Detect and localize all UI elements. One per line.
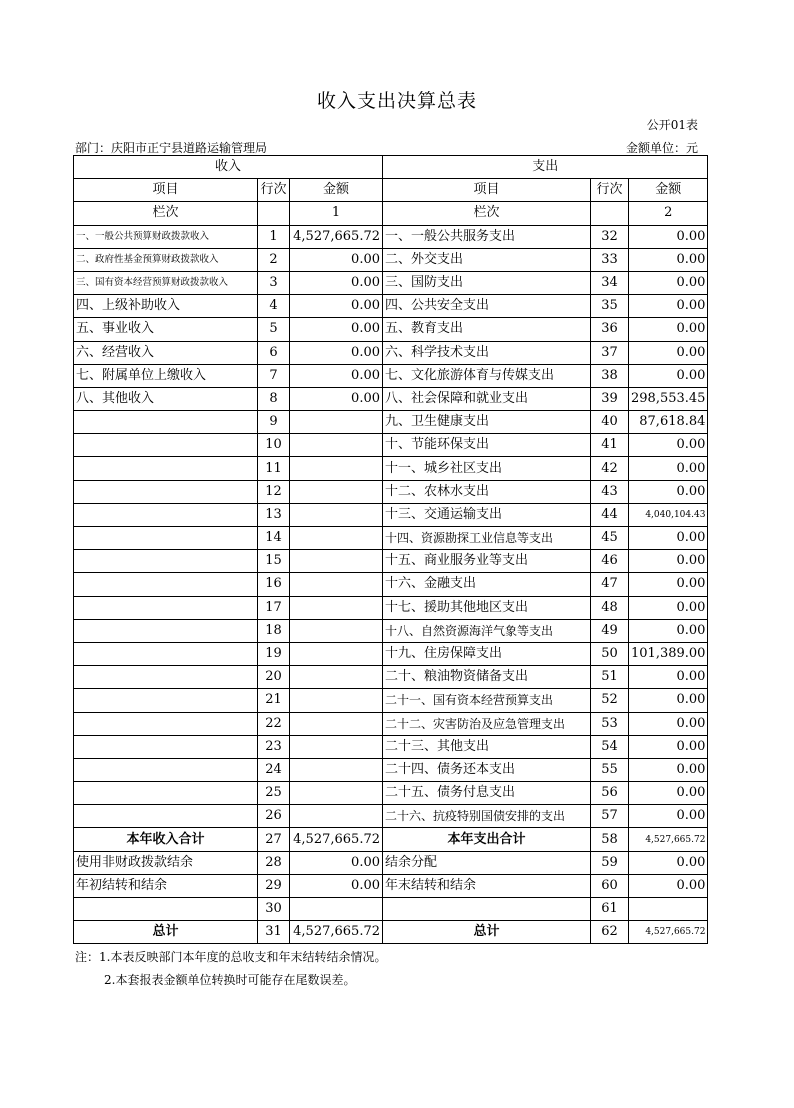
income-item-cell: [74, 573, 258, 596]
income-item-cell: 本年收入合计: [74, 828, 258, 851]
income-amount-cell: 0.00: [290, 295, 383, 318]
expense-amount-cell: 0.00: [629, 874, 708, 897]
table-row: [74, 527, 708, 550]
expense-line-cell: 41: [591, 434, 629, 457]
table-row: [74, 735, 708, 758]
income-line-cell: 8: [258, 387, 290, 410]
table-row: [74, 874, 708, 897]
expense-line-cell: 61: [591, 898, 629, 921]
income-amount-cell: [290, 573, 383, 596]
expense-item-cell: 二十三、其他支出: [383, 735, 591, 758]
expense-amount-cell: 0.00: [629, 735, 708, 758]
expense-line-header: 行次: [591, 179, 629, 202]
income-line-cell: 18: [258, 619, 290, 642]
table-row: [74, 387, 708, 410]
expense-line-cell: 56: [591, 782, 629, 805]
section-header-row: [74, 156, 708, 179]
expense-amount-cell: 87,618.84: [629, 411, 708, 434]
expense-line-cell: 52: [591, 689, 629, 712]
income-item-cell: [74, 689, 258, 712]
income-amount-cell: [290, 758, 383, 781]
expense-line-cell: 57: [591, 805, 629, 828]
expense-item-cell: 年末结转和结余: [383, 874, 591, 897]
expense-item-cell: 三、国防支出: [383, 271, 591, 294]
expense-item-cell: 总计: [383, 921, 591, 944]
income-amount-cell: [290, 434, 383, 457]
expense-item-cell: 九、卫生健康支出: [383, 411, 591, 434]
income-amount-cell: [290, 805, 383, 828]
income-amount-cell: [290, 596, 383, 619]
expense-item-cell: 十四、资源勘探工业信息等支出: [383, 527, 591, 550]
expense-item-cell: 二十五、债务付息支出: [383, 782, 591, 805]
income-item-cell: [74, 411, 258, 434]
expense-amount-cell: 0.00: [629, 457, 708, 480]
income-amount-cell: 4,527,665.72: [290, 225, 383, 248]
footnote-2: 2.本套报表金额单位转换时可能存在尾数误差。: [104, 973, 356, 987]
income-item-cell: 总计: [74, 921, 258, 944]
income-section-header: 收入: [74, 156, 383, 179]
unit-label: 金额单位：元: [625, 141, 698, 155]
income-line-cell: 28: [258, 851, 290, 874]
expense-amount-cell: 0.00: [629, 805, 708, 828]
income-item-cell: [74, 619, 258, 642]
table-row: [74, 341, 708, 364]
expense-item-cell: 二十一、国有资本经营预算支出: [383, 689, 591, 712]
income-line-cell: 1: [258, 225, 290, 248]
expense-line-cell: 54: [591, 735, 629, 758]
table-row: [74, 550, 708, 573]
expense-line-cell: 40: [591, 411, 629, 434]
income-amount-header: 金额: [290, 179, 383, 202]
income-item-cell: 三、国有资本经营预算财政拨款收入: [74, 271, 258, 294]
expense-amount-cell: 0.00: [629, 596, 708, 619]
table-row: [74, 851, 708, 874]
income-item-cell: 八、其他收入: [74, 387, 258, 410]
column-header-row: [74, 179, 708, 202]
income-line-cell: 4: [258, 295, 290, 318]
expense-line-cell: 32: [591, 225, 629, 248]
income-amount-cell: [290, 642, 383, 665]
income-line-cell: 25: [258, 782, 290, 805]
income-amount-cell: [290, 527, 383, 550]
table-row: [74, 758, 708, 781]
expense-amount-cell: 0.00: [629, 782, 708, 805]
expense-line-cell: 38: [591, 364, 629, 387]
income-line-cell: 14: [258, 527, 290, 550]
expense-amount-cell: 0.00: [629, 318, 708, 341]
table-row: [74, 225, 708, 248]
income-item-cell: 一、一般公共预算财政拨款收入: [74, 225, 258, 248]
expense-amount-cell: 0.00: [629, 480, 708, 503]
expense-line-cell: 49: [591, 619, 629, 642]
expense-line-cell: 33: [591, 248, 629, 271]
expense-amount-cell: 0.00: [629, 295, 708, 318]
income-item-cell: 七、附属单位上缴收入: [74, 364, 258, 387]
expense-line-cell: 43: [591, 480, 629, 503]
expense-amount-cell: 0.00: [629, 619, 708, 642]
table-row: [74, 295, 708, 318]
table-row: [74, 573, 708, 596]
expense-line-cell: 34: [591, 271, 629, 294]
table-row: [74, 921, 708, 944]
expense-item-cell: 十二、农林水支出: [383, 480, 591, 503]
table-row: [74, 411, 708, 434]
expense-item-cell: 本年支出合计: [383, 828, 591, 851]
income-amount-cell: 0.00: [290, 387, 383, 410]
expense-line-cell: 42: [591, 457, 629, 480]
income-line-cell: 31: [258, 921, 290, 944]
expense-item-cell: 二十四、债务还本支出: [383, 758, 591, 781]
expense-index-number: 2: [629, 202, 708, 225]
income-amount-cell: [290, 480, 383, 503]
expense-amount-cell: 0.00: [629, 758, 708, 781]
income-amount-cell: [290, 689, 383, 712]
income-amount-cell: [290, 898, 383, 921]
expense-amount-cell: 0.00: [629, 527, 708, 550]
income-line-cell: 3: [258, 271, 290, 294]
expense-item-cell: 十、节能环保支出: [383, 434, 591, 457]
income-amount-cell: [290, 503, 383, 526]
expense-item-cell: 十一、城乡社区支出: [383, 457, 591, 480]
income-line-cell: 26: [258, 805, 290, 828]
income-amount-cell: [290, 735, 383, 758]
income-item-cell: [74, 596, 258, 619]
table-row: [74, 666, 708, 689]
expense-amount-cell: 0.00: [629, 225, 708, 248]
department-label: 部门：庆阳市正宁县道路运输管理局: [75, 141, 268, 155]
expense-amount-cell: 0.00: [629, 434, 708, 457]
income-item-cell: 年初结转和结余: [74, 874, 258, 897]
income-line-cell: 7: [258, 364, 290, 387]
table-row: [74, 457, 708, 480]
table-row: [74, 364, 708, 387]
expense-item-cell: 八、社会保障和就业支出: [383, 387, 591, 410]
income-item-cell: [74, 434, 258, 457]
expense-amount-cell: 101,389.00: [629, 642, 708, 665]
table-row: [74, 271, 708, 294]
expense-line-cell: 37: [591, 341, 629, 364]
table-row: [74, 318, 708, 341]
expense-item-cell: 结余分配: [383, 851, 591, 874]
income-item-cell: [74, 480, 258, 503]
table-row: [74, 782, 708, 805]
expense-item-cell: 十五、商业服务业等支出: [383, 550, 591, 573]
income-line-cell: 17: [258, 596, 290, 619]
income-amount-cell: 0.00: [290, 341, 383, 364]
income-index-number: 1: [290, 202, 383, 225]
income-amount-cell: [290, 457, 383, 480]
expense-line-cell: 35: [591, 295, 629, 318]
page-title: 收入支出决算总表: [316, 90, 477, 112]
income-amount-cell: [290, 782, 383, 805]
expense-item-cell: 十三、交通运输支出: [383, 503, 591, 526]
income-line-cell: 12: [258, 480, 290, 503]
income-amount-cell: 0.00: [290, 364, 383, 387]
expense-line-cell: 48: [591, 596, 629, 619]
income-line-cell: 10: [258, 434, 290, 457]
table-row: [74, 898, 708, 921]
income-line-cell: 21: [258, 689, 290, 712]
expense-line-cell: 60: [591, 874, 629, 897]
table-row: [74, 828, 708, 851]
expense-item-cell: 一、一般公共服务支出: [383, 225, 591, 248]
income-line-cell: 30: [258, 898, 290, 921]
expense-amount-cell: 0.00: [629, 851, 708, 874]
expense-line-cell: 36: [591, 318, 629, 341]
expense-item-cell: 二十六、抗疫特别国债安排的支出: [383, 805, 591, 828]
income-amount-cell: 0.00: [290, 271, 383, 294]
expense-amount-header: 金额: [629, 179, 708, 202]
income-line-cell: 20: [258, 666, 290, 689]
income-item-cell: 二、政府性基金预算财政拨款收入: [74, 248, 258, 271]
expense-line-cell: 47: [591, 573, 629, 596]
income-item-header: 项目: [74, 179, 258, 202]
expense-line-cell: 46: [591, 550, 629, 573]
expense-item-cell: 四、公共安全支出: [383, 295, 591, 318]
income-item-cell: [74, 550, 258, 573]
table-row: [74, 596, 708, 619]
income-amount-cell: 0.00: [290, 874, 383, 897]
expense-amount-cell: 4,040,104.43: [629, 503, 708, 526]
income-item-cell: 使用非财政拨款结余: [74, 851, 258, 874]
income-item-cell: [74, 503, 258, 526]
income-item-cell: 四、上级补助收入: [74, 295, 258, 318]
expense-amount-cell: 0.00: [629, 573, 708, 596]
expense-item-cell: 十八、自然资源海洋气象等支出: [383, 619, 591, 642]
income-item-cell: 五、事业收入: [74, 318, 258, 341]
income-line-cell: 9: [258, 411, 290, 434]
expense-line-cell: 50: [591, 642, 629, 665]
income-line-cell: 5: [258, 318, 290, 341]
income-index-blank: [258, 202, 290, 225]
expense-amount-cell: 298,553.45: [629, 387, 708, 410]
expense-line-cell: 55: [591, 758, 629, 781]
income-item-cell: 六、经营收入: [74, 341, 258, 364]
expense-item-cell: 十六、金融支出: [383, 573, 591, 596]
income-index-label: 栏次: [74, 202, 258, 225]
expense-line-cell: 59: [591, 851, 629, 874]
income-item-cell: [74, 782, 258, 805]
income-line-cell: 27: [258, 828, 290, 851]
expense-amount-cell: 0.00: [629, 341, 708, 364]
income-item-cell: [74, 898, 258, 921]
income-item-cell: [74, 527, 258, 550]
table-row: [74, 642, 708, 665]
expense-amount-cell: 0.00: [629, 689, 708, 712]
expense-line-cell: 45: [591, 527, 629, 550]
income-amount-cell: [290, 619, 383, 642]
income-item-cell: [74, 666, 258, 689]
expense-line-cell: 58: [591, 828, 629, 851]
expense-amount-cell: 0.00: [629, 248, 708, 271]
expense-line-cell: 62: [591, 921, 629, 944]
income-line-cell: 2: [258, 248, 290, 271]
income-amount-cell: 4,527,665.72: [290, 921, 383, 944]
expense-amount-cell: 0.00: [629, 712, 708, 735]
income-line-cell: 13: [258, 503, 290, 526]
expense-item-cell: 五、教育支出: [383, 318, 591, 341]
summary-table: [73, 155, 708, 944]
expense-amount-cell: 0.00: [629, 364, 708, 387]
expense-amount-cell: 4,527,665.72: [629, 921, 708, 944]
table-row: [74, 712, 708, 735]
expense-item-cell: 二十二、灾害防治及应急管理支出: [383, 712, 591, 735]
income-item-cell: [74, 805, 258, 828]
income-line-header: 行次: [258, 179, 290, 202]
income-item-cell: [74, 642, 258, 665]
expense-amount-cell: 0.00: [629, 666, 708, 689]
income-amount-cell: 0.00: [290, 248, 383, 271]
expense-section-header: 支出: [383, 156, 708, 179]
income-line-cell: 24: [258, 758, 290, 781]
table-row: [74, 248, 708, 271]
expense-index-label: 栏次: [383, 202, 591, 225]
income-amount-cell: 4,527,665.72: [290, 828, 383, 851]
income-line-cell: 29: [258, 874, 290, 897]
table-row: [74, 619, 708, 642]
expense-amount-cell: 0.00: [629, 271, 708, 294]
income-amount-cell: [290, 411, 383, 434]
expense-amount-cell: [629, 898, 708, 921]
income-line-cell: 19: [258, 642, 290, 665]
expense-line-cell: 39: [591, 387, 629, 410]
form-code: 公开01表: [646, 118, 698, 132]
income-amount-cell: 0.00: [290, 851, 383, 874]
table-row: [74, 689, 708, 712]
income-amount-cell: 0.00: [290, 318, 383, 341]
expense-item-header: 项目: [383, 179, 591, 202]
expense-item-cell: 二、外交支出: [383, 248, 591, 271]
footnotes: [75, 946, 386, 992]
table-row: [74, 434, 708, 457]
expense-item-cell: 十七、援助其他地区支出: [383, 596, 591, 619]
expense-line-cell: 53: [591, 712, 629, 735]
income-item-cell: [74, 758, 258, 781]
income-item-cell: [74, 457, 258, 480]
income-line-cell: 22: [258, 712, 290, 735]
expense-amount-cell: 0.00: [629, 550, 708, 573]
expense-item-cell: 二十、粮油物资储备支出: [383, 666, 591, 689]
income-item-cell: [74, 735, 258, 758]
income-line-cell: 15: [258, 550, 290, 573]
income-line-cell: 6: [258, 341, 290, 364]
income-amount-cell: [290, 666, 383, 689]
expense-amount-cell: 4,527,665.72: [629, 828, 708, 851]
income-item-cell: [74, 712, 258, 735]
column-index-row: [74, 202, 708, 225]
expense-line-cell: 44: [591, 503, 629, 526]
table-row: [74, 503, 708, 526]
income-amount-cell: [290, 712, 383, 735]
table-row: [74, 480, 708, 503]
footnote-1: 注：1.本表反映部门本年度的总收支和年末结转结余情况。: [75, 950, 387, 964]
income-line-cell: 11: [258, 457, 290, 480]
expense-line-cell: 51: [591, 666, 629, 689]
expense-item-cell: 七、文化旅游体育与传媒支出: [383, 364, 591, 387]
expense-item-cell: [383, 898, 591, 921]
expense-item-cell: 十九、住房保障支出: [383, 642, 591, 665]
table-row: [74, 805, 708, 828]
income-amount-cell: [290, 550, 383, 573]
expense-index-blank: [591, 202, 629, 225]
income-line-cell: 16: [258, 573, 290, 596]
income-line-cell: 23: [258, 735, 290, 758]
expense-item-cell: 六、科学技术支出: [383, 341, 591, 364]
